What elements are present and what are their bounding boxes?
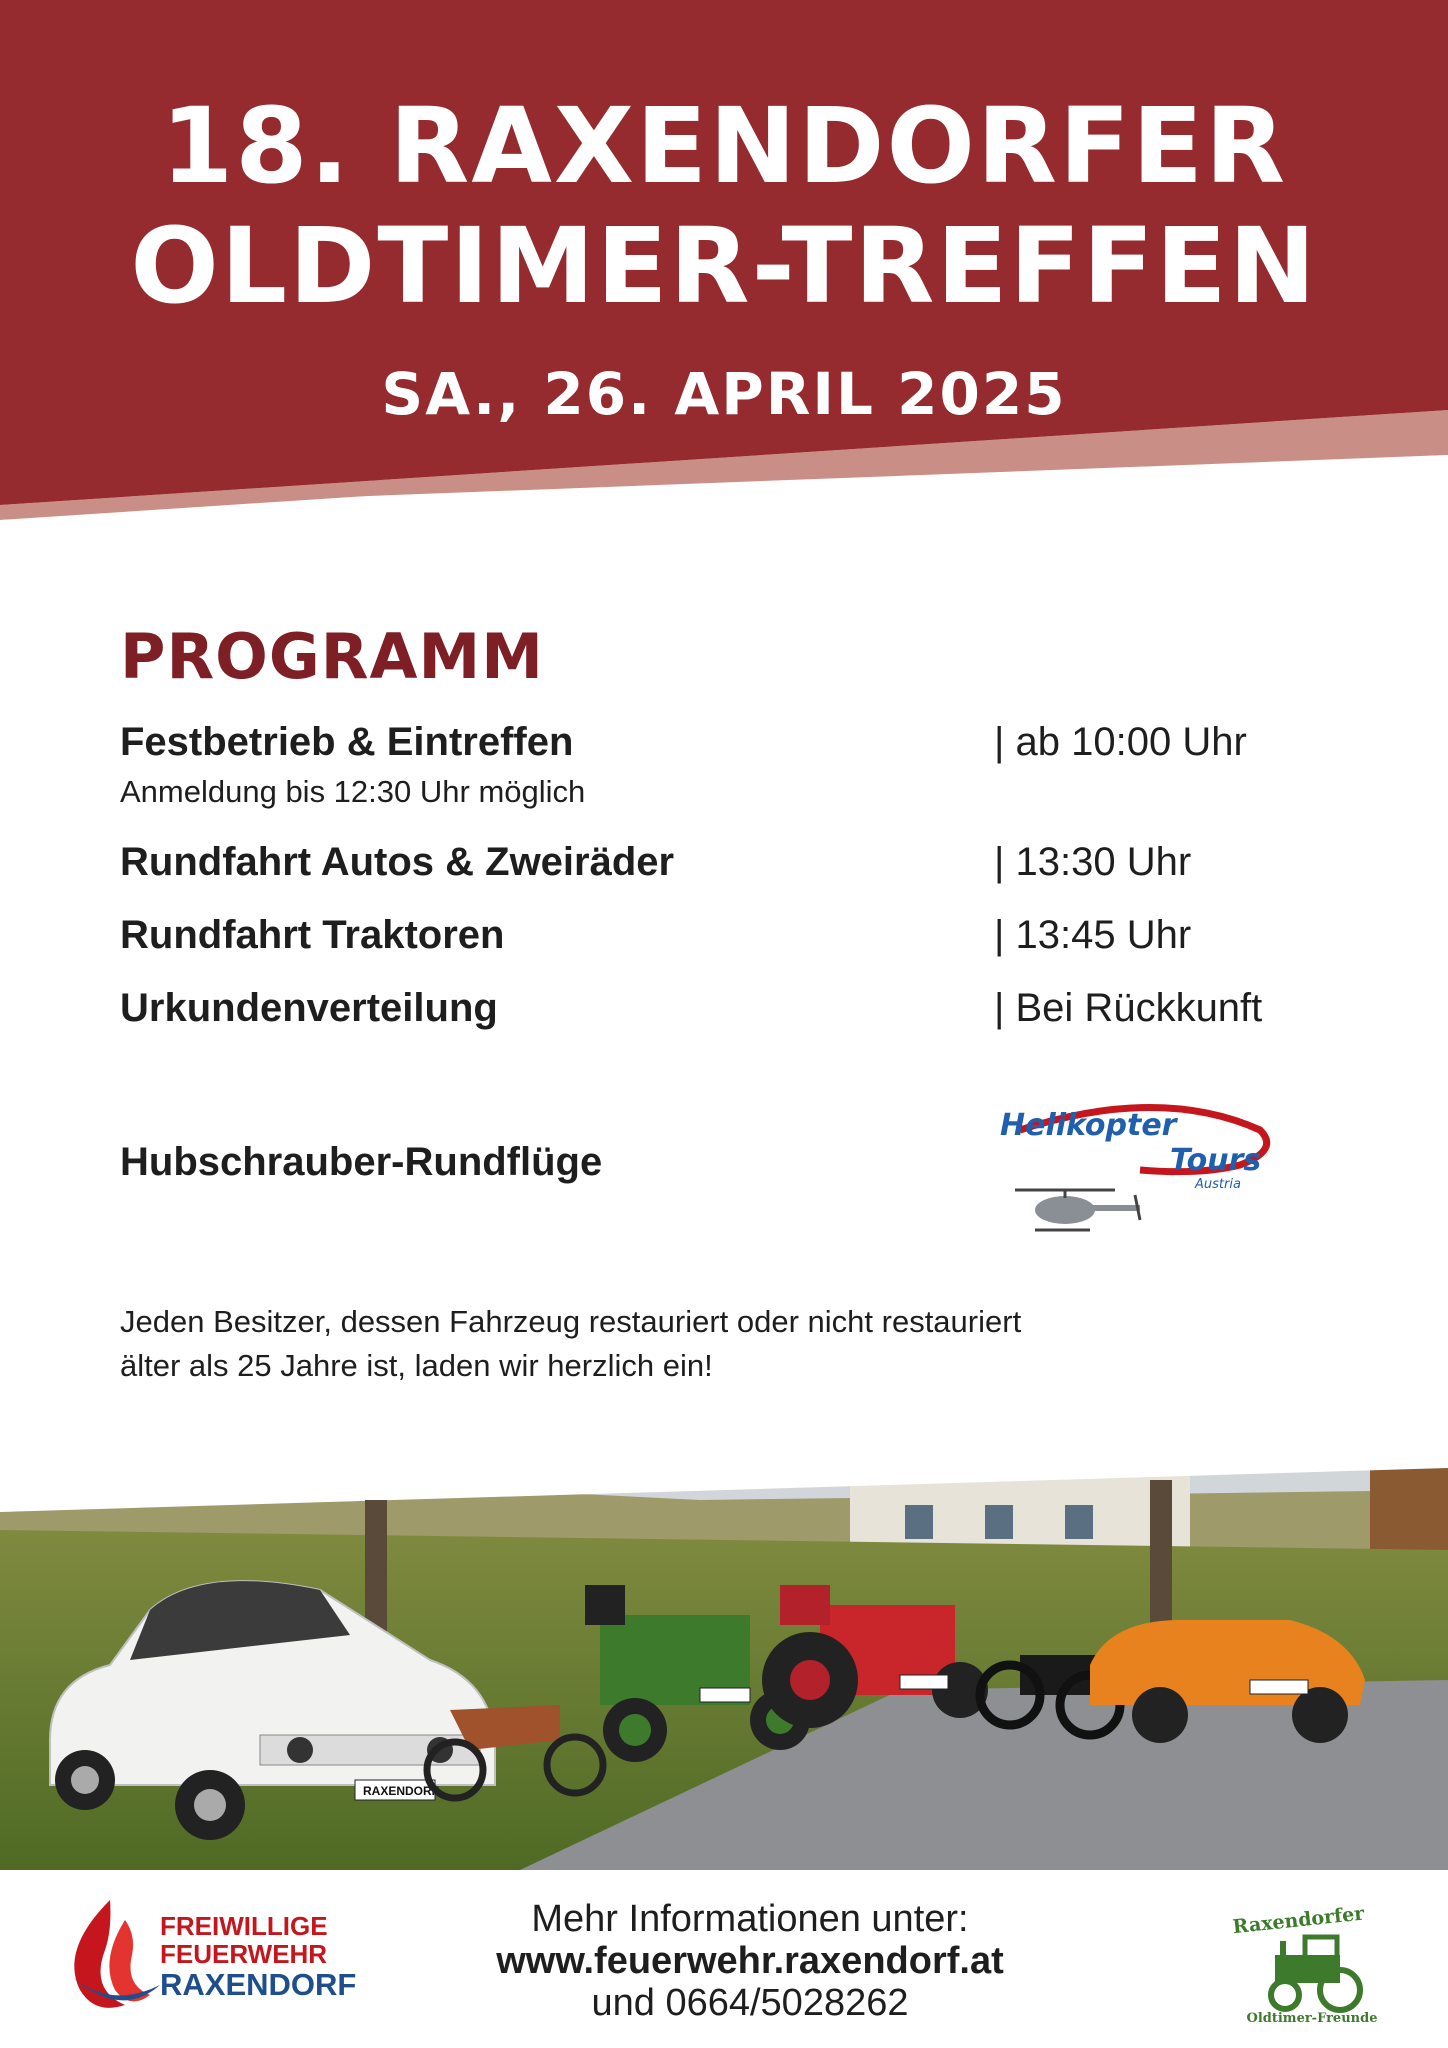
ff-logo-line3: RAXENDORF	[160, 1967, 357, 2002]
oldtimer-freunde-logo	[1225, 1895, 1400, 2025]
program-item-time: | Bei Rückkunft	[994, 986, 1263, 1030]
website-link[interactable]: www.feuerwehr.raxendorf.at	[496, 1940, 1004, 1982]
helikopter-tours-logo	[990, 1090, 1320, 1250]
ff-logo-line1: FREIWILLIGE	[160, 1911, 328, 1941]
helicopter-flights-label: Hubschrauber-Rundflüge	[120, 1140, 603, 1184]
program-heading: PROGRAMM	[120, 620, 544, 693]
flame-icon	[70, 1900, 160, 2008]
vehicles-photo	[0, 1440, 1448, 1870]
event-date: SA., 26. APRIL 2025	[381, 360, 1067, 428]
ot-logo-line1: Raxendorfer	[1231, 1902, 1366, 1939]
license-plate: RAXENDORF	[363, 1784, 440, 1798]
program-item-time: | 13:30 Uhr	[994, 840, 1192, 884]
event-title-line1: 18. RAXENDORFER	[160, 85, 1288, 207]
ff-logo-line2: FEUERWEHR	[160, 1939, 328, 1969]
program-item-label: Urkundenverteilung	[120, 986, 498, 1030]
tractor-icon	[1271, 1937, 1360, 2010]
phone-number: und 0664/5028262	[591, 1982, 909, 2024]
program-item-sub: Anmeldung bis 12:30 Uhr möglich	[120, 774, 586, 809]
heli-logo-line1: Helikopter	[1000, 1108, 1177, 1143]
invitation-text	[120, 1300, 1320, 1388]
more-info-label: Mehr Informationen unter:	[531, 1898, 969, 1940]
event-title-line2: OLDTIMER-TREFFEN	[130, 205, 1318, 327]
invitation-line2: älter als 25 Jahre ist, laden wir herzlich ein!	[120, 1348, 713, 1383]
invitation-line1: Jeden Besitzer, dessen Fahrzeug restauriert oder nicht restauriert	[120, 1304, 1022, 1339]
heli-logo-line2: Tours	[1170, 1143, 1262, 1178]
program-item-time: | 13:45 Uhr	[994, 913, 1192, 957]
helicopter-icon	[1015, 1190, 1140, 1230]
program-item-label: Festbetrieb & Eintreffen	[120, 720, 574, 764]
freiwillige-feuerwehr-logo	[50, 1890, 390, 2020]
program-item-time: | ab 10:00 Uhr	[994, 720, 1247, 764]
ot-logo-line2: Oldtimer-Freunde	[1246, 2011, 1378, 2025]
program-item-label: Rundfahrt Autos & Zweiräder	[120, 840, 675, 884]
program-item-label: Rundfahrt Traktoren	[120, 913, 505, 957]
heli-logo-line3: Austria	[1195, 1177, 1241, 1192]
